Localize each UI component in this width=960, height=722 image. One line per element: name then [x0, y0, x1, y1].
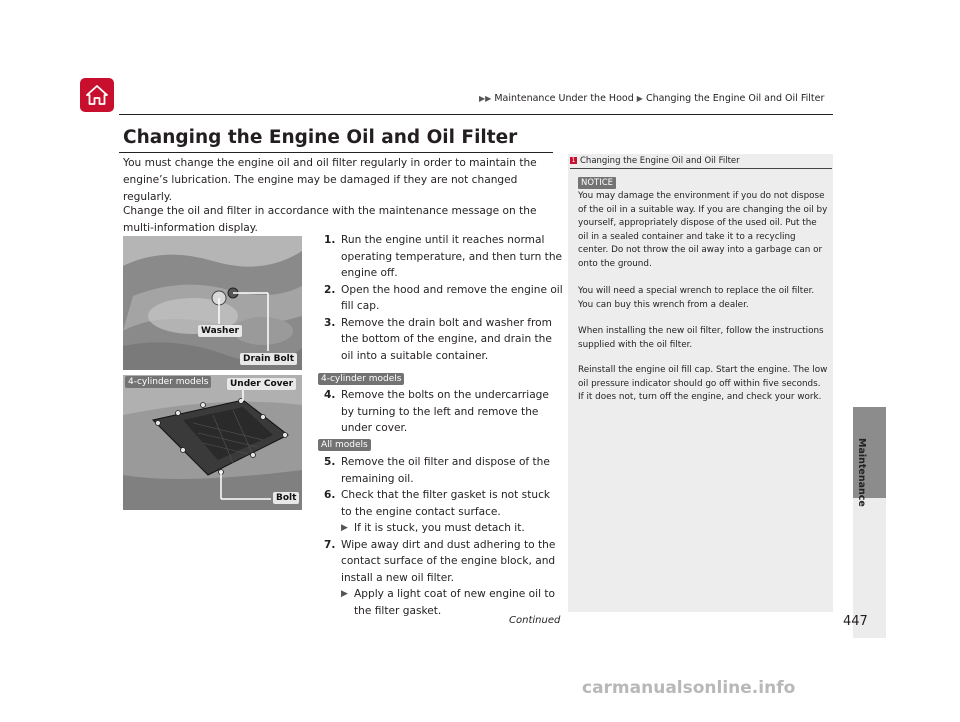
- step-item: [324, 537, 564, 587]
- step-number: 2.: [324, 283, 336, 296]
- step-number: 1.: [324, 234, 336, 246]
- sidebar-paragraph: You will need a special wrench to replace the oil filter. You can buy this wrench from a dealer.: [578, 286, 815, 310]
- triangle-right-icon: ▶: [341, 589, 348, 599]
- undercarriage-illustration: [123, 375, 302, 510]
- continued-label: Continued: [509, 615, 561, 626]
- drain-bolt-figure: [123, 236, 302, 370]
- step-item: [324, 487, 564, 520]
- notice-badge: NOTICE: [578, 177, 616, 189]
- under-cover-label: Under Cover: [227, 378, 296, 390]
- step-number: 4.: [324, 389, 336, 401]
- title-rule: [119, 152, 553, 153]
- sub-step-text: Apply a light coat of new engine oil to the filter gasket.: [354, 588, 556, 617]
- step-text: Wipe away dirt and dust adhering to the contact surface of the engine block, and install a new oil filter.: [341, 538, 556, 584]
- step-text: Remove the oil filter and dispose of the remaining oil.: [341, 456, 550, 485]
- under-cover-figure: [123, 375, 302, 510]
- step-number: 3.: [324, 316, 336, 329]
- sub-step-text: If it is stuck, you must detach it.: [354, 522, 525, 534]
- sidebar-paragraph: Reinstall the engine oil fill cap. Start the engine. The low oil pressure indicator should go off within five seconds. If it does not, turn off the engine, and check your work.: [578, 365, 828, 403]
- sidebar-paragraph: When installing the new oil filter, follow the instructions supplied with the oil filter.: [578, 326, 824, 350]
- step-number: 5.: [324, 456, 336, 468]
- bolt-label: Bolt: [273, 492, 299, 504]
- breadcrumb-item-maintenance[interactable]: Maintenance Under the Hood: [494, 93, 634, 104]
- header-rule: [119, 114, 833, 115]
- sidebar-paragraph: You may damage the environment if you do not dispose of the oil in a suitable way. If you are changing the oil by yourself, appropriately dispose of the used oil. Put the oil in a sealed container and take it to a recycling center. Do not throw the oil away into a garbage can or onto the ground.: [578, 191, 828, 269]
- section-tab-label[interactable]: Maintenance: [856, 438, 867, 507]
- watermark: carmanualsonline.info: [582, 678, 796, 698]
- models-badge-4cyl: 4-cylinder models: [318, 373, 404, 385]
- sidebar-heading-text: Changing the Engine Oil and Oil Filter: [580, 156, 740, 166]
- triangle-right-icon: ▶: [636, 94, 643, 103]
- page-number: 447: [843, 614, 868, 629]
- step-item: [324, 315, 564, 365]
- step-text: Run the engine until it reaches normal operating temperature, and then turn the engine off.: [341, 234, 563, 279]
- step-item: [324, 454, 564, 487]
- step-number: 6.: [324, 489, 336, 501]
- breadcrumb: [479, 93, 824, 104]
- intro-paragraph: You must change the engine oil and oil filter regularly in order to maintain the engine’s lubrication. The engine may be damaged if they are not changed regularly.: [123, 157, 537, 203]
- engine-underside-illustration: [123, 236, 302, 370]
- drain-bolt-label: Drain Bolt: [240, 353, 297, 365]
- step-item: [324, 282, 564, 315]
- step-text: Open the hood and remove the engine oil fill cap.: [341, 283, 563, 312]
- breadcrumb-item-current: Changing the Engine Oil and Oil Filter: [645, 93, 825, 104]
- home-icon: [84, 82, 110, 108]
- steps-list-c: [324, 454, 564, 619]
- triangle-right-icon: ▶▶: [479, 94, 492, 103]
- home-button[interactable]: [80, 78, 114, 112]
- step-item: [324, 232, 564, 282]
- step-text: Check that the filter gasket is not stuck to the engine contact surface.: [341, 489, 551, 518]
- step-text: Remove the drain bolt and washer from the bottom of the engine, and drain the oil into a suitable container.: [341, 316, 552, 362]
- reference-marker-icon: 1: [571, 157, 576, 164]
- models-badge: 4-cylinder models: [125, 376, 211, 388]
- steps-list-b: [324, 387, 564, 437]
- washer-label: Washer: [198, 325, 242, 337]
- step-number: 7.: [324, 538, 336, 551]
- sidebar-heading: [570, 156, 832, 169]
- models-badge-all: All models: [318, 439, 371, 451]
- sub-step: [324, 520, 564, 537]
- step-item: [324, 387, 564, 437]
- page-title: Changing the Engine Oil and Oil Filter: [123, 127, 518, 148]
- step-text: Remove the bolts on the undercarriage by turning to the left and remove the under cover.: [341, 389, 549, 434]
- intro-paragraph-2: Change the oil and filter in accordance with the maintenance message on the multi-information display.: [123, 205, 537, 234]
- steps-list-a: [324, 232, 564, 364]
- triangle-right-icon: ▶: [341, 523, 348, 533]
